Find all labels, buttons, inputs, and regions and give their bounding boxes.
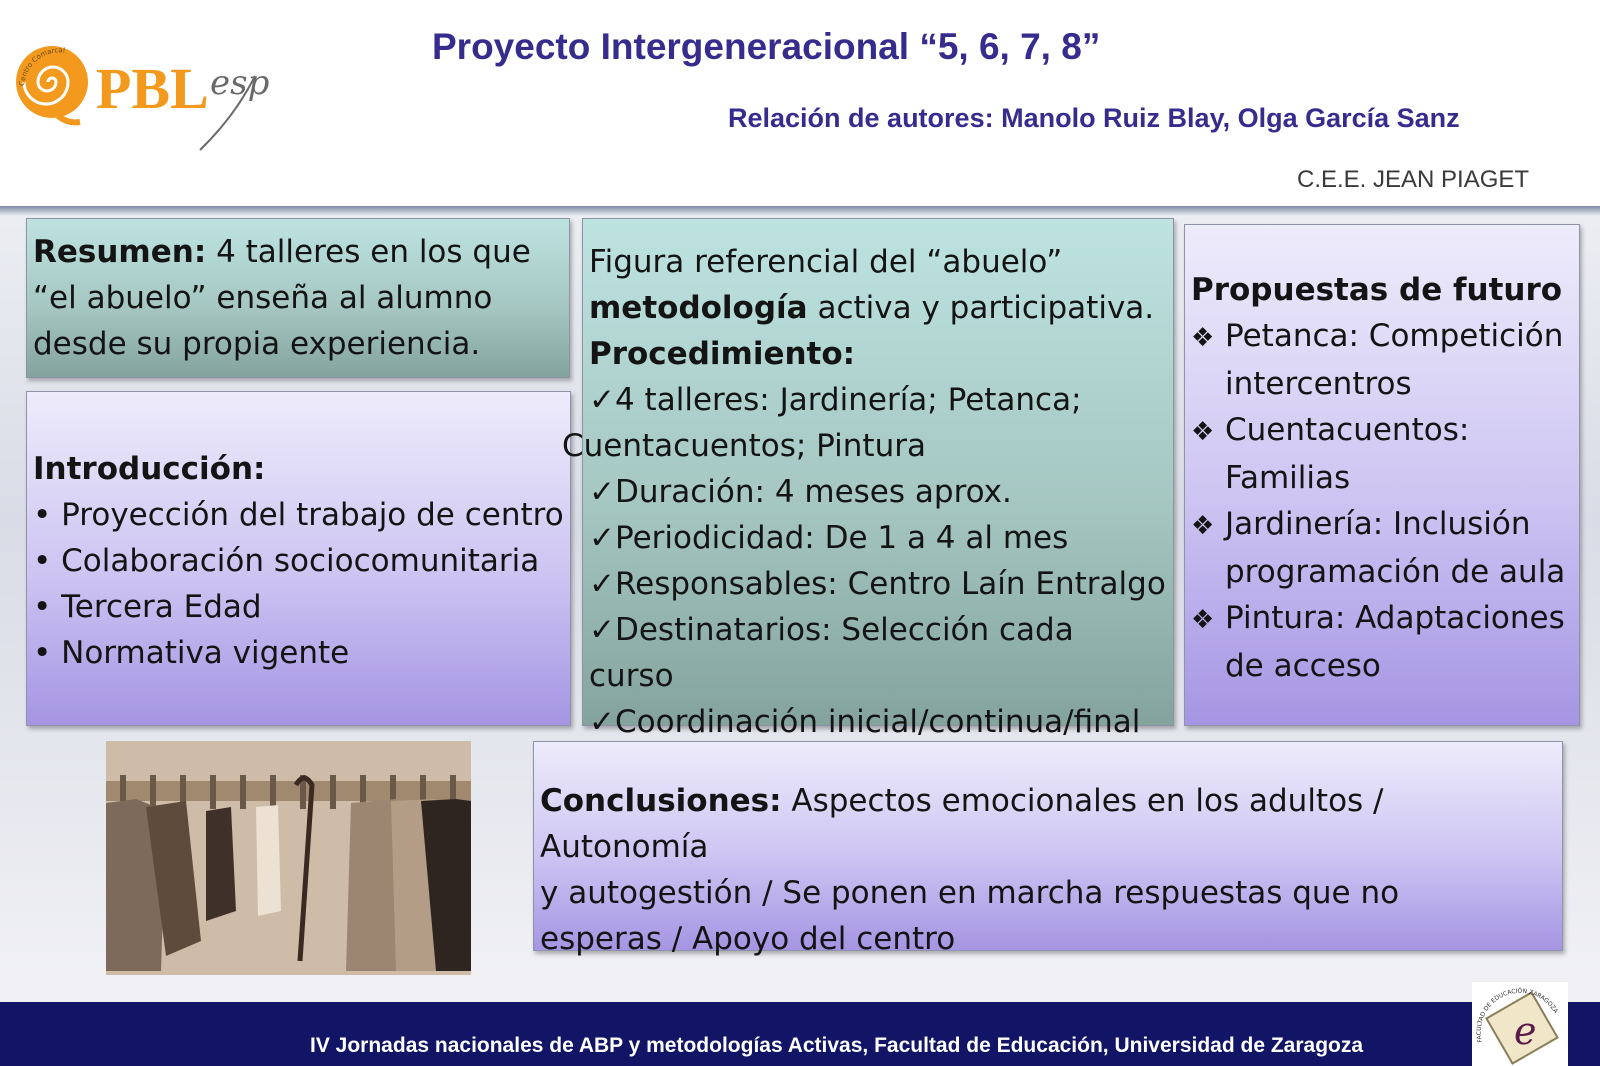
coat-rack-photo xyxy=(106,741,471,975)
list-item: ✓ Destinatarios: Selección cada curso xyxy=(589,607,1167,699)
procedimiento-list xyxy=(562,377,1167,745)
resumen-line-1: Resumen: 4 talleres en los que xyxy=(33,234,531,270)
school-name: C.E.E. JEAN PIAGET xyxy=(1297,166,1530,193)
list-item: • Colaboración sociocomunitaria xyxy=(33,538,564,584)
resumen-line-2: “el abuelo” enseña al alumno xyxy=(33,280,493,316)
list-item: • Normativa vigente xyxy=(33,630,564,676)
propuestas-label: Propuestas de futuro xyxy=(1191,272,1563,308)
svg-text:FACULTAD DE EDUCACIÓN ZARAGOZA: FACULTAD DE EDUCACIÓN ZARAGOZA xyxy=(1475,987,1560,1044)
header-divider xyxy=(0,206,1600,216)
resumen-label: Resumen: xyxy=(33,234,207,270)
conclusiones-panel xyxy=(533,741,1563,957)
authors-line: Relación de autores: Manolo Ruiz Blay, Olga García Sanz xyxy=(728,103,1460,133)
list-item: ✓ Responsables: Centro Laín Entralgo xyxy=(589,561,1167,607)
page-title: Proyecto Intergeneracional “5, 6, 7, 8” xyxy=(432,26,1101,67)
logo-text: PBLesp xyxy=(10,36,14,37)
list-item: ❖ Cuentacuentos: Familias xyxy=(1191,407,1573,501)
metodologia-line-2: metodología activa y participativa. xyxy=(589,290,1155,326)
svg-text:esp: esp xyxy=(210,63,270,103)
list-item: ✓ 4 talleres: Jardinería; Petanca; Cuentacuentos; Pintura xyxy=(589,377,1167,469)
resumen-line-3: desde su propia experiencia. xyxy=(33,326,481,362)
conclusiones-line-3: esperas / Apoyo del centro xyxy=(540,921,956,957)
metodologia-line-1: Figura referencial del “abuelo” xyxy=(589,244,1063,280)
list-item: ❖ Jardinería: Inclusión programación de aula xyxy=(1191,501,1573,595)
svg-text:e: e xyxy=(1514,1009,1537,1053)
list-item: • Proyección del trabajo de centro xyxy=(33,492,564,538)
list-item: ✓ Coordinación inicial/continua/final xyxy=(589,699,1167,745)
conclusiones-label: Conclusiones: xyxy=(540,783,782,819)
resumen-panel xyxy=(26,218,570,378)
conclusiones-line-2: y autogestión / Se ponen en marcha respuestas que no xyxy=(540,875,1400,911)
facultad-educacion-seal xyxy=(1472,982,1568,1066)
pblesp-logo xyxy=(10,36,295,156)
list-item: ❖ Petanca: Competición intercentros xyxy=(1191,313,1573,407)
list-item: ✓ Duración: 4 meses aprox. xyxy=(589,469,1167,515)
footer-text: IV Jornadas nacionales de ABP y metodologías Activas, Facultad de Educación, Universidad de Zaragoza xyxy=(310,1034,1364,1057)
propuestas-list xyxy=(1191,313,1573,689)
introduccion-list xyxy=(33,492,564,676)
propuestas-panel xyxy=(1184,224,1580,726)
introduccion-panel xyxy=(26,391,571,726)
svg-text:PBL: PBL xyxy=(96,56,209,121)
conclusiones-line-1: Conclusiones: Aspectos emocionales en los adultos / Autonomía xyxy=(540,783,1384,865)
introduccion-label: Introducción: xyxy=(33,451,266,487)
metodologia-panel xyxy=(562,218,1174,740)
list-item: ❖ Pintura: Adaptaciones de acceso xyxy=(1191,595,1573,689)
list-item: ✓ Periodicidad: De 1 a 4 al mes xyxy=(589,515,1167,561)
logo-arc-text: Centro Comarcal xyxy=(17,46,66,87)
procedimiento-label: Procedimiento: xyxy=(589,336,856,372)
list-item: • Tercera Edad xyxy=(33,584,564,630)
